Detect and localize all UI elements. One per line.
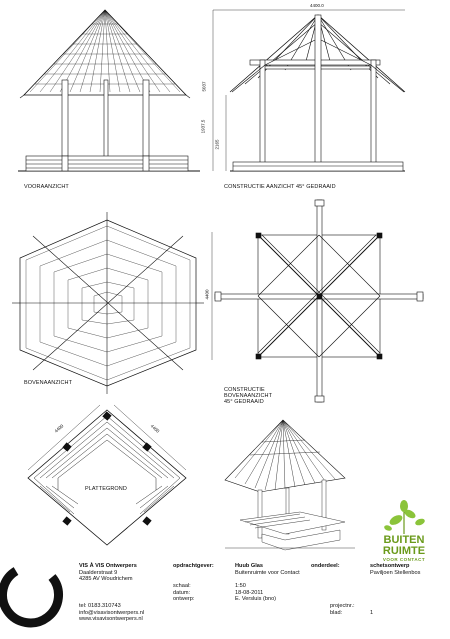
client-info	[235, 563, 300, 576]
brand-line1: BUITEN	[383, 534, 425, 546]
part-sub: Paviljoen Stellenbos	[370, 569, 421, 576]
brand-line3: VOOR CONTACT	[382, 557, 426, 562]
construction-top-label-3: 45° GEDRAAID	[224, 399, 264, 405]
construction-45-label: CONSTRUCTIE AANZICHT 45° GEDRAAID	[224, 184, 336, 190]
top-view-label: BOVENAANZICHT	[24, 380, 73, 386]
date-value: 18-08-2011	[235, 589, 264, 596]
meta-values	[235, 583, 276, 603]
sheet-value: 1	[370, 609, 374, 616]
buitenruimte-leaf-logo	[383, 500, 425, 534]
part-info	[370, 563, 420, 576]
perspective-sketch	[225, 420, 355, 550]
meta-labels: schaal: datum: ontwerp:	[173, 583, 195, 603]
dim-plan-1: 4400	[53, 423, 65, 434]
company-contact	[79, 603, 144, 623]
dim-construct-side: 4400	[204, 289, 210, 300]
company-web: www.visavisontwerpers.nl	[79, 616, 143, 623]
client-label: opdrachtgever:	[173, 563, 214, 569]
front-view-drawing	[18, 10, 200, 171]
top-view-drawing	[12, 212, 204, 394]
client-org: Buitenruimte voor Contact	[235, 569, 300, 576]
company-tel: tel: 0183.310743	[79, 603, 121, 609]
dim-height-low: 2165	[214, 139, 220, 150]
visavis-logo	[3, 571, 59, 623]
construction-top-drawing	[212, 200, 423, 402]
scale-value: 1:50	[235, 583, 246, 589]
part-label: onderdeel:	[311, 563, 340, 569]
floor-plan-drawing	[28, 405, 186, 545]
buitenruimte-logo	[378, 535, 430, 563]
svg-text:VISA: VISA	[23, 577, 45, 604]
dim-top-width: 4400.0	[310, 3, 324, 8]
front-view-label: VOORAANZICHT	[24, 184, 69, 190]
designer-value: E. Versluis (bno)	[235, 596, 277, 603]
dim-plan-2: 4400	[149, 423, 161, 434]
company-block	[79, 563, 137, 583]
floor-plan-label: PLATTEGROND	[85, 486, 127, 492]
company-street: Daalderstraat 9	[79, 569, 118, 576]
part-value: schetsontwerp	[370, 563, 410, 569]
project-labels: projectnr.: blad:	[330, 603, 355, 616]
dim-height-total: 5037	[201, 81, 207, 92]
brand-line2: RUIMTE	[382, 545, 426, 557]
client-name: Huub Glas	[235, 563, 263, 569]
construction-top-label-2: BOVENAANZICHT	[224, 393, 273, 399]
dim-height-mid: 1937.5	[200, 119, 206, 134]
company-name: VIS À VIS Ontwerpers	[79, 563, 137, 569]
construction-top-label-1: CONSTRUCTIE	[224, 387, 265, 393]
project-values	[370, 603, 373, 616]
company-email: info@visavisontwerpers.nl	[79, 609, 145, 616]
company-city: 4285 AV Woudrichem	[79, 576, 133, 583]
construction-45-drawing	[213, 10, 405, 171]
